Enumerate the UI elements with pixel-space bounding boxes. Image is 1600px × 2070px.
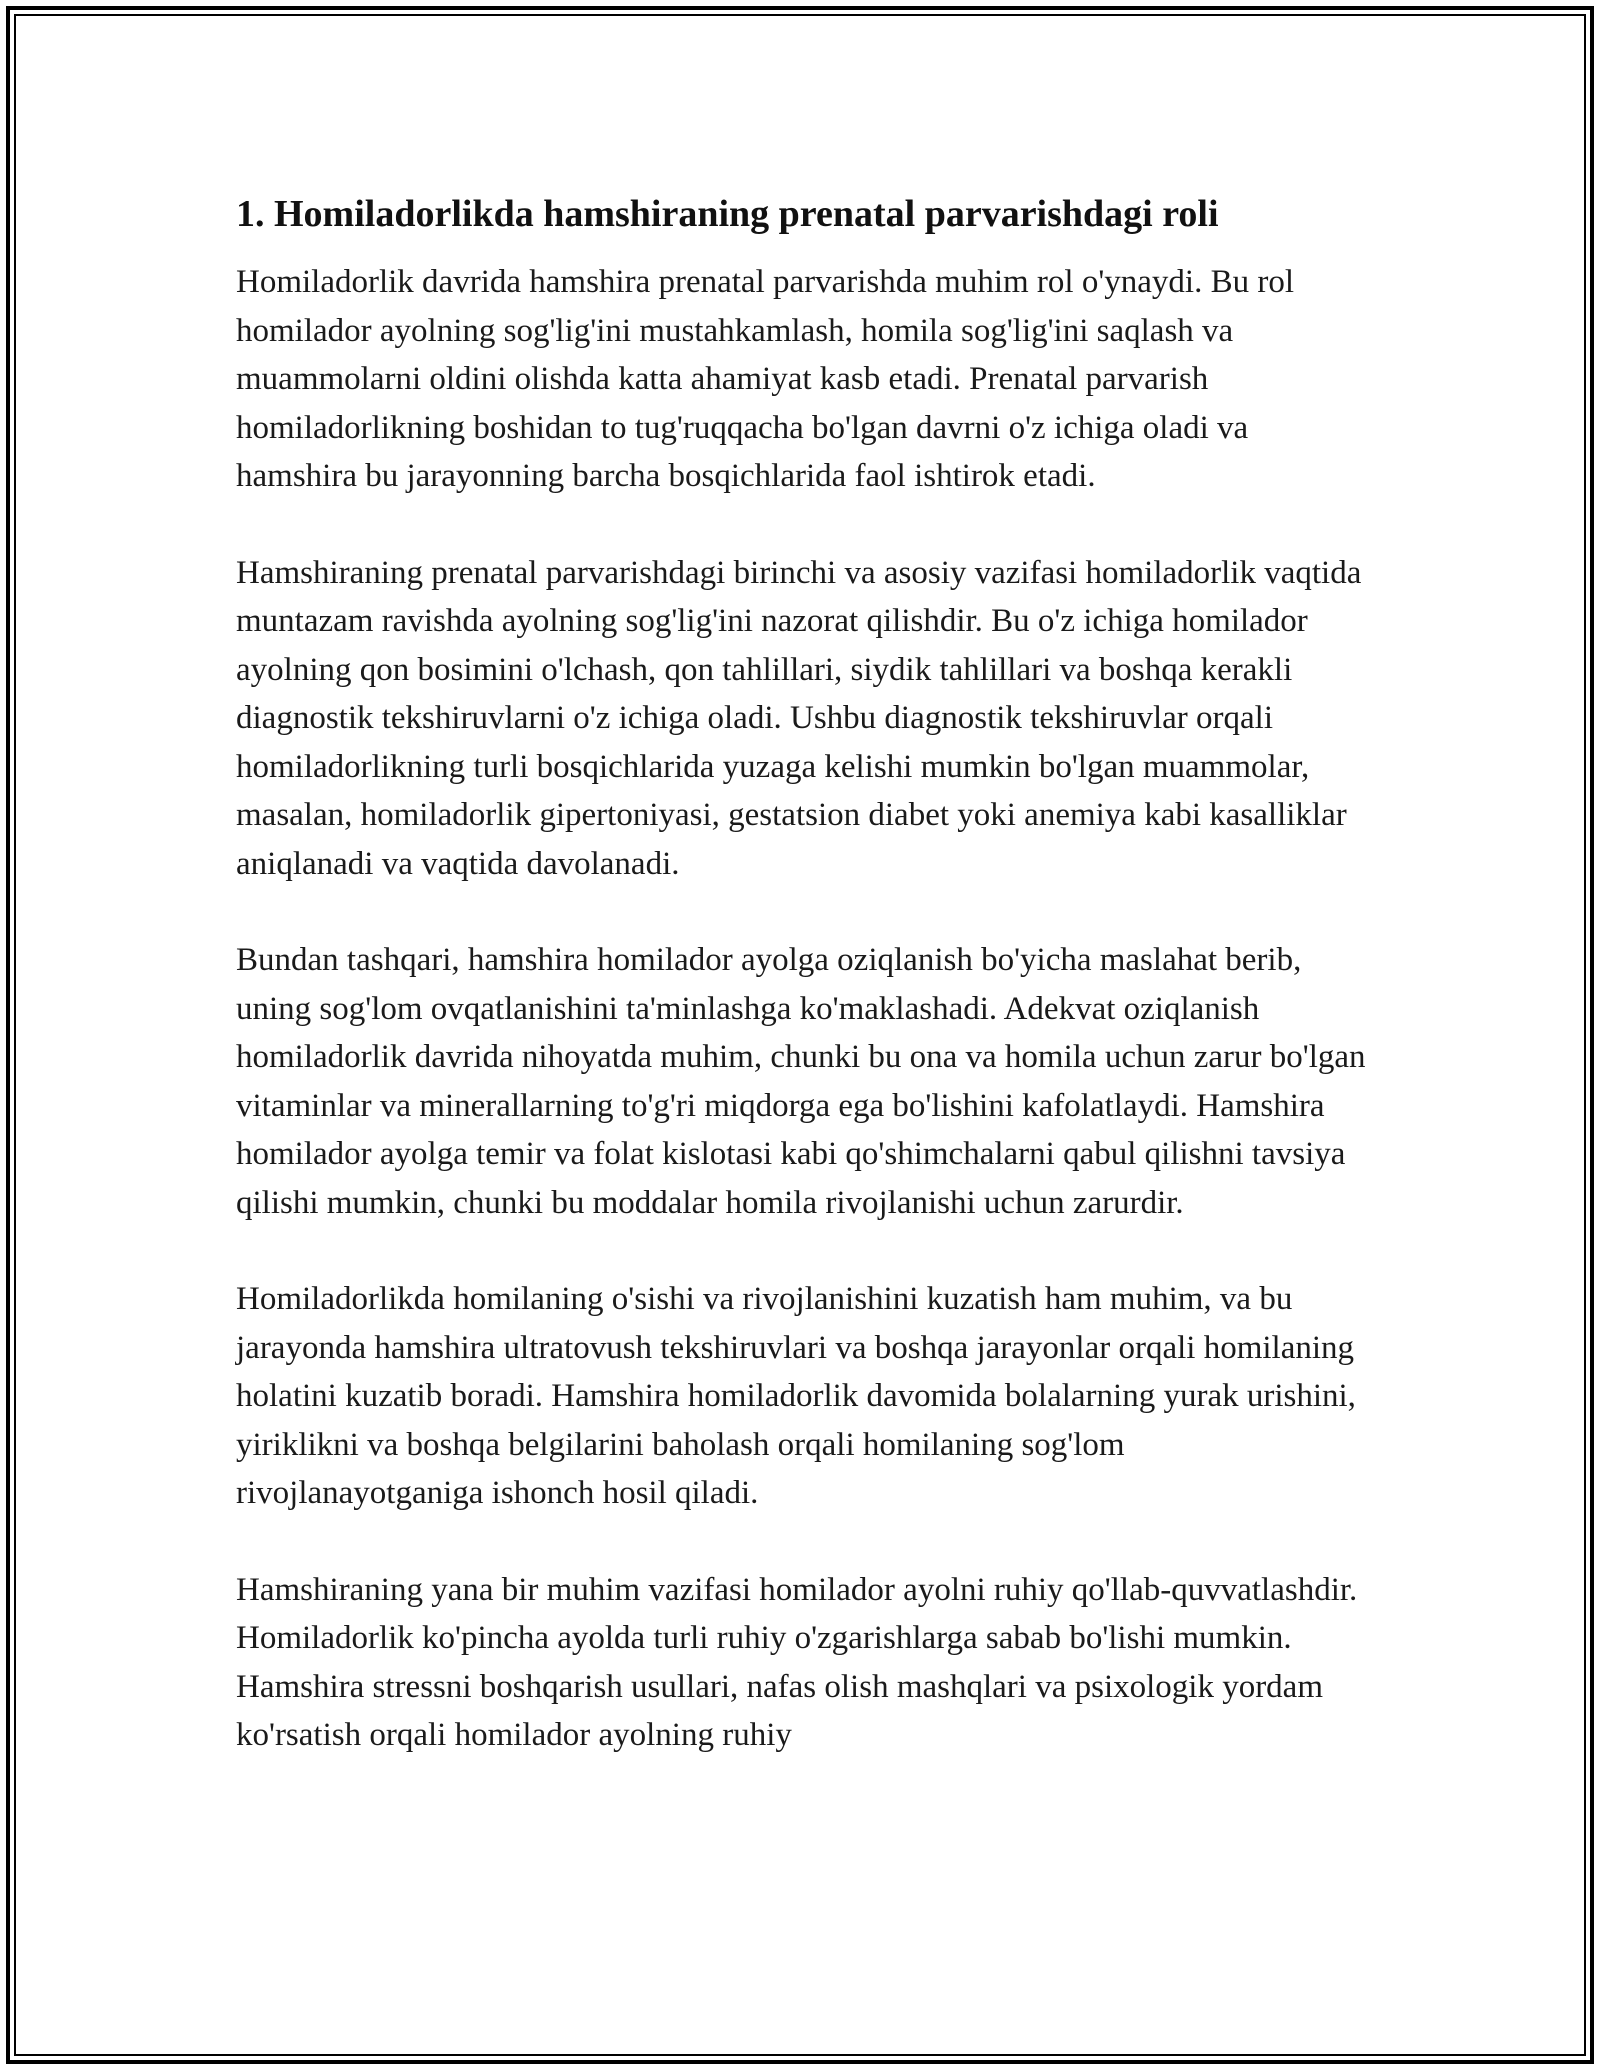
paragraph-5: Hamshiraning yana bir muhim vazifasi homilador ayolni ruhiy qo'llab-quvvatlashdir. Homiladorlik ko'pincha ayolda turli ruhiy o'zgarishlarga sabab bo'lishi mumkin. Hamshira stressni boshqarish usullari, nafas olish mashqlari va psixologik yordam ko'rsatish orqali homilador ayolning ruhiy [236,1571,1358,1753]
paragraph-1: Homiladorlik davrida hamshira prenatal parvarishda muhim rol o'ynaydi. Bu rol homilador ayolning sog'lig'ini mustahkamlash, homila sog'lig'ini saqlash va muammolarni oldini olishda katta ahamiyat kasb etadi. Prenatal parvarish homiladorlikning boshidan to tug'ruqqacha bo'lgan davrni o'z ichiga oladi va hamshira bu jarayonning barcha bosqichlarida faol ishtirok etadi. [236,264,1295,494]
section-heading: 1. Homiladorlikda hamshiraning prenatal parvarishdagi roli [236,193,1219,235]
paragraph-2: Hamshiraning prenatal parvarishdagi birinchi va asosiy vazifasi homiladorlik vaqtida muntazam ravishda ayolning sog'lig'ini nazorat qilishdir. Bu o'z ichiga homilador ayolning qon bosimini o'lchash, qon tahlillari, siydik tahlillari va boshqa kerakli diagnostik tekshiruvlarni o'z ichiga oladi. Ushbu diagnostik tekshiruvlar orqali homiladorlikning turli bosqichlarida yuzaga kelishi mumkin bo'lgan muammolar, masalan, homiladorlik gipertoniyasi, gestatsion diabet yoki anemiya kabi kasalliklar aniqlanadi va vaqtida davolanadi. [236,554,1362,882]
paragraph-4: Homiladorlikda homilaning o'sishi va rivojlanishini kuzatish ham muhim, va bu jarayonda hamshira ultratovush tekshiruvlari va boshqa jarayonlar orqali homilaning holatini kuzatib boradi. Hamshira homiladorlik davomida bolalarning yurak urishini, yiriklikni va boshqa belgilarini baholash orqali homilaning sog'lom rivojlanayotganiga ishonch hosil qiladi. [236,1281,1356,1511]
paragraph-3: Bundan tashqari, hamshira homilador ayolga oziqlanish bo'yicha maslahat berib, uning sog'lom ovqatlanishini ta'minlashga ko'maklashadi. Adekvat oziqlanish homiladorlik davrida nihoyatda muhim, chunki bu ona va homila uchun zarur bo'lgan vitaminlar va minerallarning to'g'ri miqdorga ega bo'lishini kafolatlaydi. Hamshira homilador ayolga temir va folat kislotasi kabi qo'shimchalarni qabul qilishni tavsiya qilishi mumkin, chunki bu moddalar homila rivojlanishi uchun zarurdir. [236,942,1366,1221]
document-body [236,186,1376,1760]
